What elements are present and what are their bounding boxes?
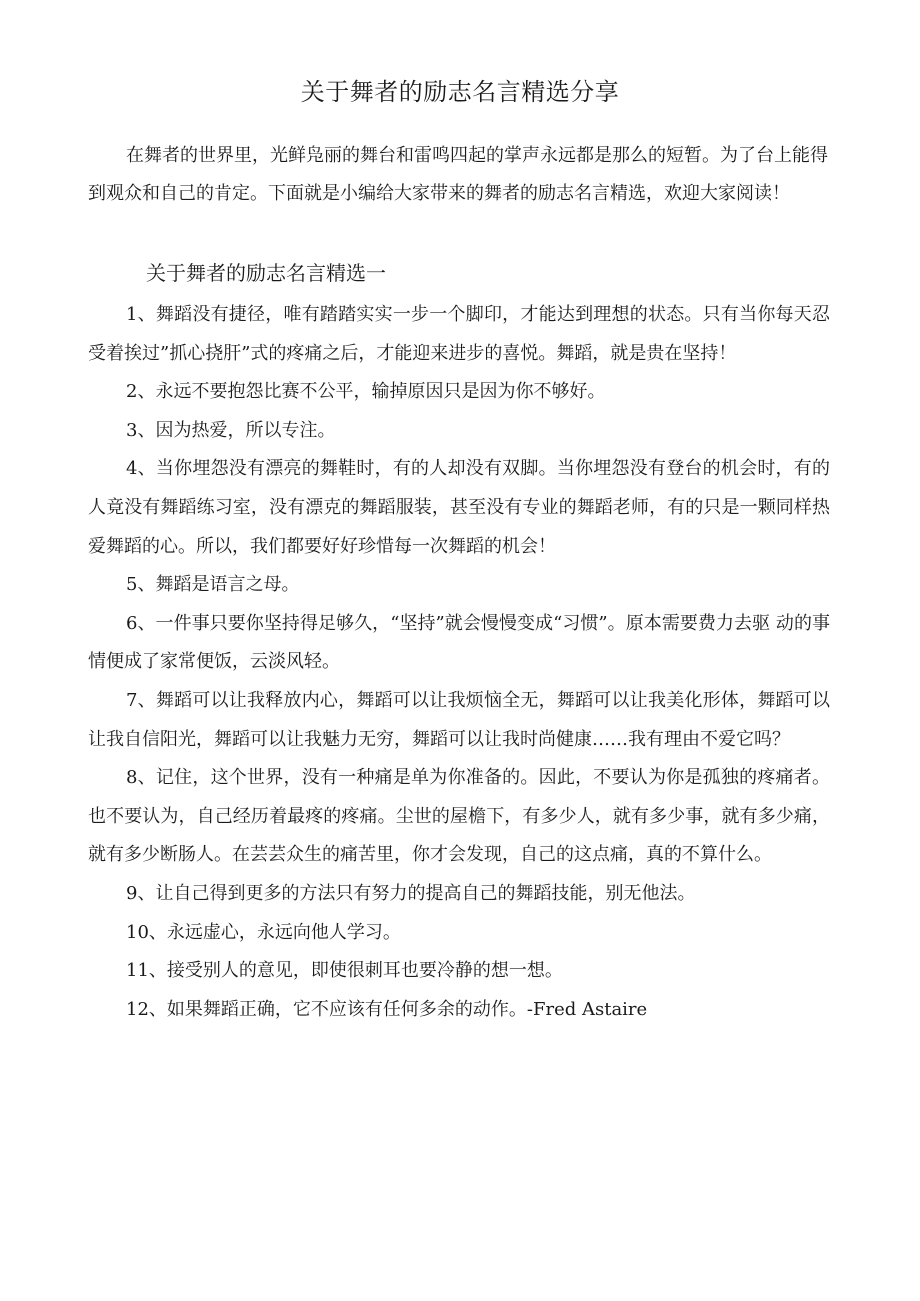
quote-item-7: 7、舞蹈可以让我释放内心，舞蹈可以让我烦恼全无，舞蹈可以让我美化形体，舞蹈可以让我自信阳光，舞蹈可以让我魅力无穷，舞蹈可以让我时尚健康……我有理由不爱它吗？	[88, 689, 830, 750]
quote-item-1: 1、舞蹈没有捷径，唯有踏踏实实一步一个脚印，才能达到理想的状态。只有当你每天忍受着挨过”抓心挠肝”式的疼痛之后，才能迎来进步的喜悦。舞蹈，就是贵在坚持！	[88, 304, 830, 364]
quote-item-8: 8、记住，这个世界，没有一种痛是单为你准备的。因此，不要认为你是孤独的疼痛者。也不要认为，自己经历着最疼的疼痛。尘世的屋檐下，有多少人，就有多少事，就有多少痛，就有多少断肠人。在芸芸众生的痛苦里，你才会发现，自己的这点痛，真的不算什么。	[88, 767, 830, 866]
quote-item-11: 11、接受别人的意见，即使很刺耳也要冷静的想一想。	[126, 960, 563, 982]
quote-item-5: 5、舞蹈是语言之母。	[126, 574, 300, 596]
quote-item-4: 4、当你埋怨没有漂亮的舞鞋时，有的人却没有双脚。当你埋怨没有登台的机会时，有的人竟没有舞蹈练习室，没有漂克的舞蹈服装，甚至没有专业的舞蹈老师，有的只是一颗同样热爱舞蹈的心。所以，我们都要好好珍惜每一次舞蹈的机会！	[88, 458, 830, 557]
quote-item-2: 2、永远不要抱怨比赛不公平，输掉原因只是因为你不够好。	[126, 381, 606, 403]
quote-item-12: 12、如果舞蹈正确，它不应该有任何多余的动作。-Fred Astaire	[126, 998, 648, 1020]
section-heading: 关于舞者的励志名言精选一	[146, 261, 386, 285]
quote-item-6: 6、一件事只要你坚持得足够久，“坚持”就会慢慢变成“习惯”。原本需要费力去驱 动的事情便成了家常便饭，云淡风轻。	[88, 612, 830, 673]
document-title: 关于舞者的励志名言精选分享	[300, 78, 620, 106]
quote-item-9: 9、让自己得到更多的方法只有努力的提高自己的舞蹈技能，别无他法。	[126, 882, 696, 904]
quote-list	[88, 296, 830, 1029]
intro-paragraph: 在舞者的世界里，光鲜凫丽的舞台和雷鸣四起的掌声永远都是那么的短暂。为了台上能得到观众和自己的肯定。下面就是小编给大家带来的舞者的励志名言精选，欢迎大家阅读！	[88, 145, 828, 204]
quote-item-10: 10、永远虚心，永远向他人学习。	[126, 921, 401, 943]
quote-item-3: 3、因为热爱，所以专注。	[126, 419, 336, 441]
